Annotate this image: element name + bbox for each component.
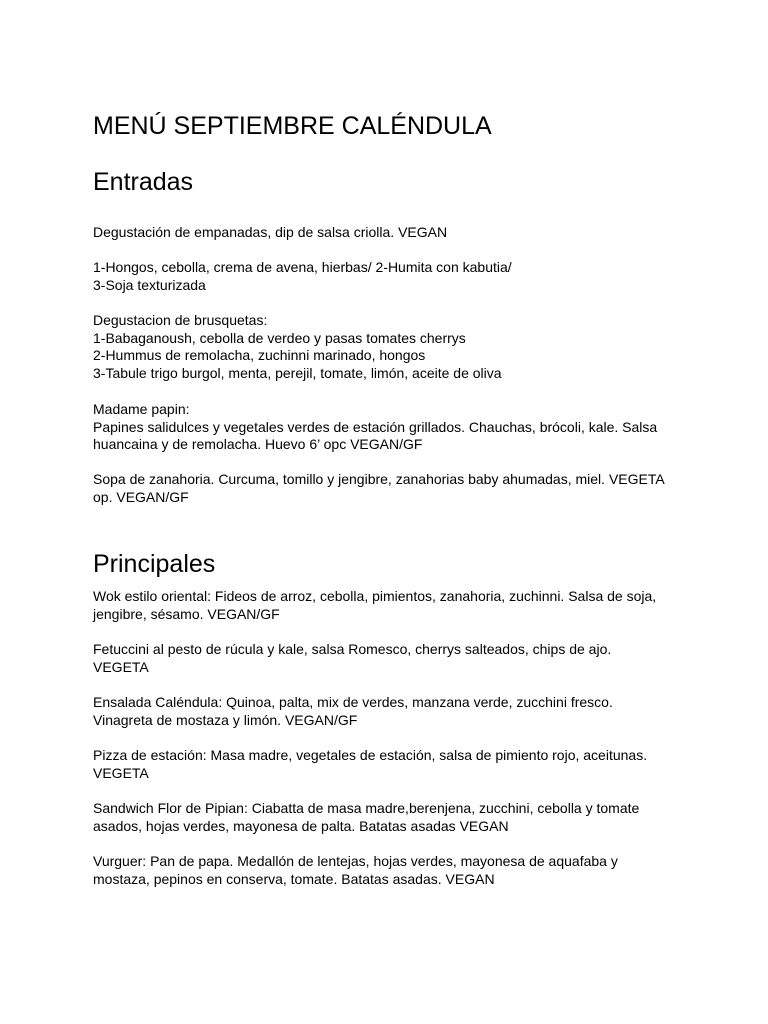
menu-item: [93, 401, 683, 454]
menu-item-line: Ensalada Caléndula: Quinoa, palta, mix de verdes, manzana verde, zucchini fresco.: [93, 694, 613, 710]
menu-item-line: Vurguer: Pan de papa. Medallón de lentejas, hojas verdes, mayonesa de aquafaba y: [93, 853, 618, 869]
menu-item-line: Pizza de estación: Masa madre, vegetales de estación, salsa de pimiento rojo, aceitunas.: [93, 747, 648, 763]
menu-item-line: Fetuccini al pesto de rúcula y kale, salsa Romesco, cherrys salteados, chips de ajo.: [93, 641, 612, 657]
menu-item: [93, 800, 683, 835]
menu-item: [93, 641, 683, 676]
menu-item: [93, 312, 683, 382]
menu-item-line: Sopa de zanahoria. Curcuma, tomillo y jengibre, zanahorias baby ahumadas, miel. VEGETA: [93, 471, 665, 487]
menu-item-line: VEGETA: [93, 658, 149, 675]
page-title: MENÚ SEPTIEMBRE CALÉNDULA: [93, 112, 492, 140]
menu-item-line: 3-Tabule trigo burgol, menta, perejil, tomate, limón, aceite de oliva: [93, 364, 502, 381]
menu-item-line: jengibre, sésamo. VEGAN/GF: [93, 605, 280, 622]
menu-item: [93, 694, 683, 729]
menu-item-line: Papines salidulces y vegetales verdes de estación grillados. Chauchas, brócoli, kale. Salsa: [93, 418, 658, 435]
menu-item: [93, 588, 683, 623]
menu-item-line: 1-Hongos, cebolla, crema de avena, hierbas/ 2-Humita con kabutia/: [93, 259, 512, 275]
menu-item-line: 2-Hummus de remolacha, zuchinni marinado, hongos: [93, 347, 426, 364]
menu-item-line: Degustación de empanadas, dip de salsa criolla. VEGAN: [93, 224, 448, 240]
menu-item-line: Degustacion de brusquetas:: [93, 312, 268, 328]
section-heading-entradas: Entradas: [93, 168, 194, 196]
menu-item-line: VEGETA: [93, 764, 149, 781]
section-heading-principales: Principales: [93, 550, 216, 578]
menu-item: [93, 471, 683, 506]
menu-item-line: huancaina y de remolacha. Huevo 6’ opc VEGAN/GF: [93, 436, 423, 453]
menu-item-line: Madame papin:: [93, 401, 190, 417]
menu-item: [93, 224, 683, 242]
menu-item-line: 1-Babaganoush, cebolla de verdeo y pasas tomates cherrys: [93, 329, 466, 346]
menu-item: [93, 853, 683, 888]
menu-item-line: mostaza, pepinos en conserva, tomate. Batatas asadas. VEGAN: [93, 870, 495, 887]
menu-item-line: Vinagreta de mostaza y limón. VEGAN/GF: [93, 711, 358, 728]
menu-item-line: asados, hojas verdes, mayonesa de palta. Batatas asadas VEGAN: [93, 817, 509, 834]
menu-item-line: Wok estilo oriental: Fideos de arroz, cebolla, pimientos, zanahoria, zuchinni. Salsa de soja,: [93, 588, 657, 604]
menu-item: [93, 747, 683, 782]
menu-item-line: Sandwich Flor de Pipian: Ciabatta de masa madre,berenjena, zucchini, cebolla y tomate: [93, 800, 640, 816]
menu-item-line: 3-Soja texturizada: [93, 276, 206, 293]
menu-item-line: op. VEGAN/GF: [93, 488, 189, 505]
menu-item: [93, 259, 683, 294]
